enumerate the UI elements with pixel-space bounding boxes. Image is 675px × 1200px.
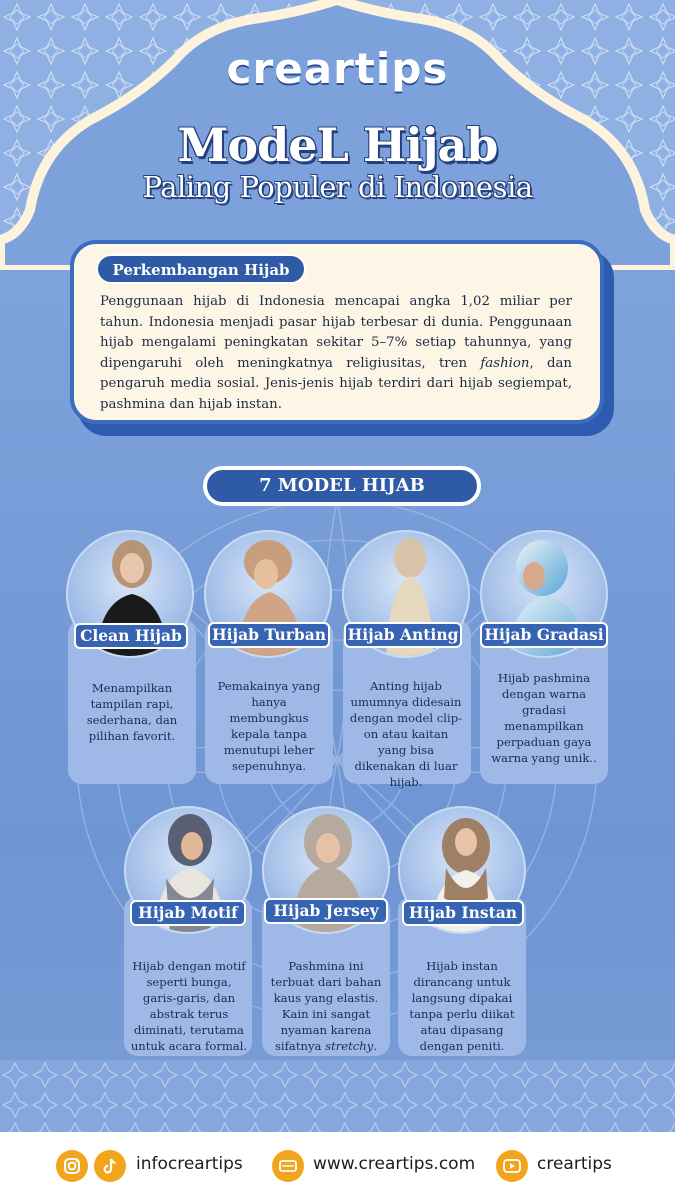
model-desc-hijab-gradasi: Hijab pashmina dengan warna gradasi menampilkan perpaduan gaya warna yang unik.. [491,671,597,765]
intro-text [100,292,572,415]
model-name-clean-hijab: Clean Hijab [74,623,188,649]
globe-icon[interactable] [272,1150,304,1182]
model-desc-hijab-turban: Pemakainya yang hanya membungkus kepala tanpa menutupi leher sepenuhnya. [217,679,321,773]
model-name-hijab-gradasi: Hijab Gradasi [480,622,608,648]
model-name-hijab-instan: Hijab Instan [402,900,524,926]
model-desc-hijab-instan: Hijab instan dirancang untuk langsung dipakai tanpa perlu diikat atau dipasang dengan peniti. [409,959,515,1053]
footer-youtube[interactable]: creartips [537,1154,612,1174]
section-title: 7 MODEL HIJAB [203,466,481,506]
intro-text-part2: , dan pengaruh media sosial. Jenis-jenis hijab terdiri dari hijab segiempat, pashmina dan hijab instan. [100,355,572,412]
page-subtitle: Paling Populer di Indonesia [142,170,533,204]
youtube-icon[interactable] [496,1150,528,1182]
intro-label: Perkembangan Hijab [96,254,306,284]
ornament-bottom [0,1060,675,1132]
instagram-icon[interactable] [56,1150,88,1182]
model-desc-clean-hijab: Menampilkan tampilan rapi, sederhana, dan pilihan favorit. [86,681,178,743]
model-name-hijab-jersey: Hijab Jersey [264,898,388,924]
footer-website[interactable]: www.creartips.com [313,1154,476,1174]
model-desc-hijab-jersey: Pashmina ini terbuat dari bahan kaus yang elastis. Kain ini sangat nyaman karena sifatnya stretchy. [270,959,382,1053]
intro-text-italic: fashion [480,355,530,371]
model-desc-hijab-anting: Anting hijab umumnya didesain dengan model clip-on atau kaitan yang bisa dikenakan di luar hijab. [349,679,463,789]
model-name-hijab-anting: Hijab Anting [344,622,462,648]
model-name-hijab-motif: Hijab Motif [130,900,246,926]
page-title: ModeL Hijab [177,118,498,172]
intro-text-part1: Penggunaan hijab di Indonesia mencapai angka 1,02 miliar per tahun. Indonesia menjadi pasar hijab terbesar di dunia. Penggunaan hijab mengalami peningkatan sekitar 5–7% setiap tahunnya, yang dipengaruhi oleh meningkatnya religiusitas, tren [100,294,572,371]
brand-logo: creartips [226,44,449,93]
model-desc-hijab-motif: Hijab dengan motif seperti bunga, garis-garis, dan abstrak terus diminati, terutama untuk acara formal. [130,959,248,1053]
footer-handle[interactable]: infocreartips [136,1154,243,1174]
tiktok-icon[interactable] [94,1150,126,1182]
model-name-hijab-turban: Hijab Turban [208,622,330,648]
